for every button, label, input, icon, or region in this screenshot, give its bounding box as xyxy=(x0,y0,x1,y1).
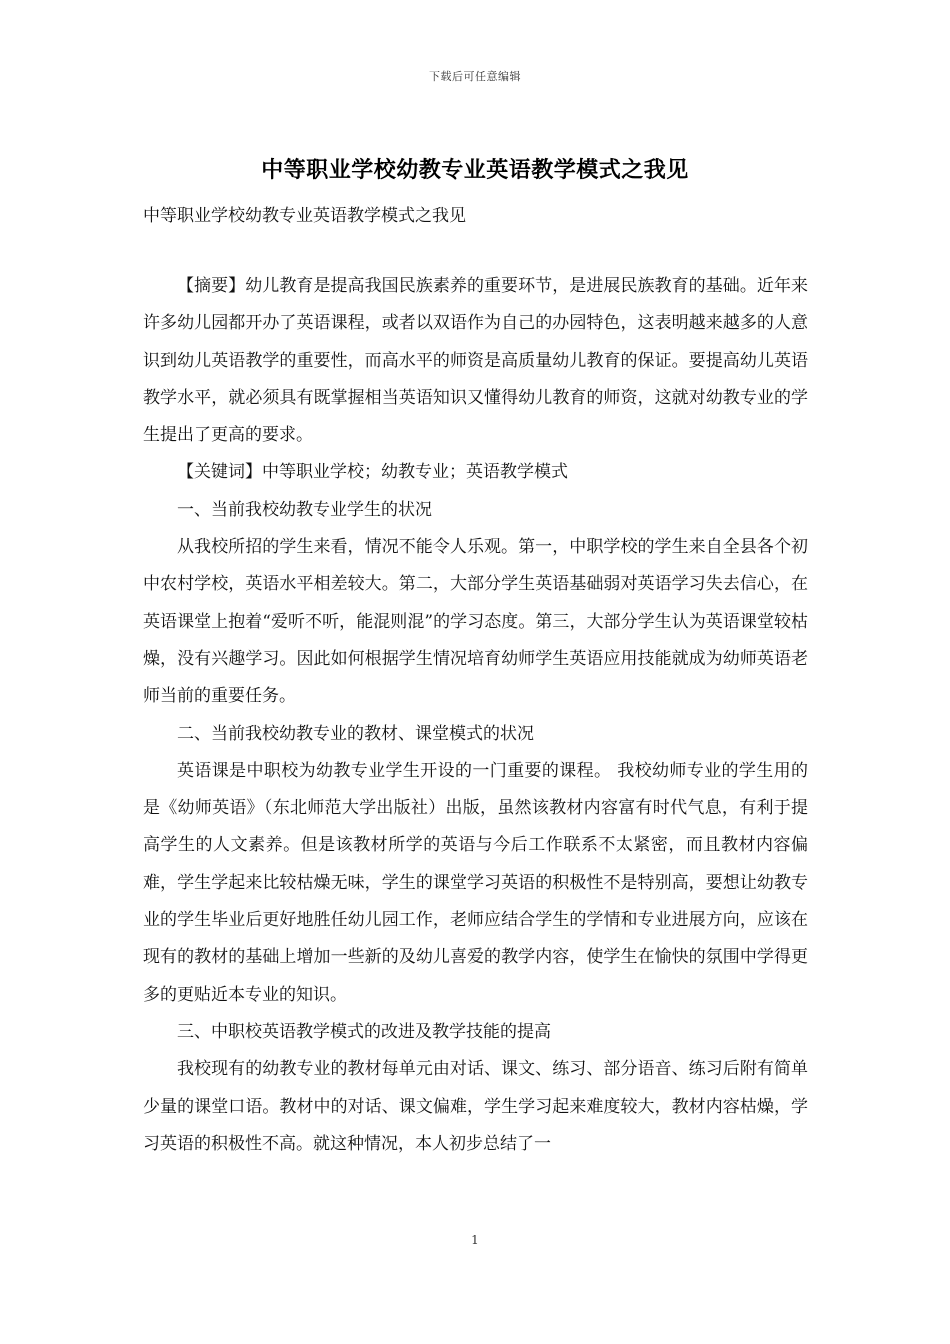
keywords-paragraph: 【关键词】中等职业学校；幼教专业；英语教学模式 xyxy=(177,462,568,483)
document-subtitle: 中等职业学校幼教专业英语教学模式之我见 xyxy=(143,206,466,226)
abstract-paragraph: 【摘要】幼儿教育是提高我国民族素养的重要环节，是进展民族教育的基础。近年来许多幼儿园都开办了英语课程，或者以双语作为自己的办园特色，这表明越来越多的人意识到幼儿英语教学的重要性，而高水平的师资是高质量幼儿教育的保证。要提高幼儿英语教学水平，就必须具有既掌握相当英语知识又懂得幼儿教育的师资，这就对幼教专业的学生提出了更高的要求。 xyxy=(143,276,808,446)
body-paragraph: 从我校所招的学生来看，情况不能令人乐观。第一，中职学校的学生来自全县各个初中农村学校，英语水平相差较大。第二，大部分学生英语基础弱对英语学习失去信心，在英语课堂上抱着“爱听不听，能混则混”的学习态度。第三，大部分学生认为英语课堂较枯燥，没有兴趣学习。因此如何根据学生情况培育幼师学生英语应用技能就成为幼师英语老师当前的重要任务。 xyxy=(143,537,808,707)
document-body xyxy=(143,268,808,1163)
section-heading-3: 三、中职校英语教学模式的改进及教学技能的提高 xyxy=(177,1021,551,1042)
header-note: 下载后可任意编辑 xyxy=(429,70,521,83)
page-number: 1 xyxy=(471,1233,479,1247)
section-heading-2: 二、当前我校幼教专业的教材、课堂模式的状况 xyxy=(177,723,534,744)
body-paragraph: 我校现有的幼教专业的教材每单元由对话、课文、练习、部分语音、练习后附有简单少量的课堂口语。教材中的对话、课文偏难，学生学习起来难度较大，教材内容枯燥，学习英语的积极性不高。就这种情况，本人初步总结了一 xyxy=(143,1059,808,1154)
document-title: 中等职业学校幼教专业英语教学模式之我见 xyxy=(261,157,689,183)
body-paragraph: 英语课是中职校为幼教专业学生开设的一门重要的课程。 我校幼师专业的学生用的是《幼师英语》（东北师范大学出版社）出版，虽然该教材内容富有时代气息，有利于提高学生的人文素养。但是该教材所学的英语与今后工作联系不太紧密，而且教材内容偏难，学生学起来比较枯燥无味，学生的课堂学习英语的积极性不是特别高，要想让幼教专业的学生毕业后更好地胜任幼儿园工作，老师应结合学生的学情和专业进展方向，应该在现有的教材的基础上增加一些新的及幼儿喜爱的教学内容，使学生在愉快的氛围中学得更多的更贴近本专业的知识。 xyxy=(143,760,808,1005)
section-heading-1: 一、当前我校幼教专业学生的状况 xyxy=(177,499,432,520)
